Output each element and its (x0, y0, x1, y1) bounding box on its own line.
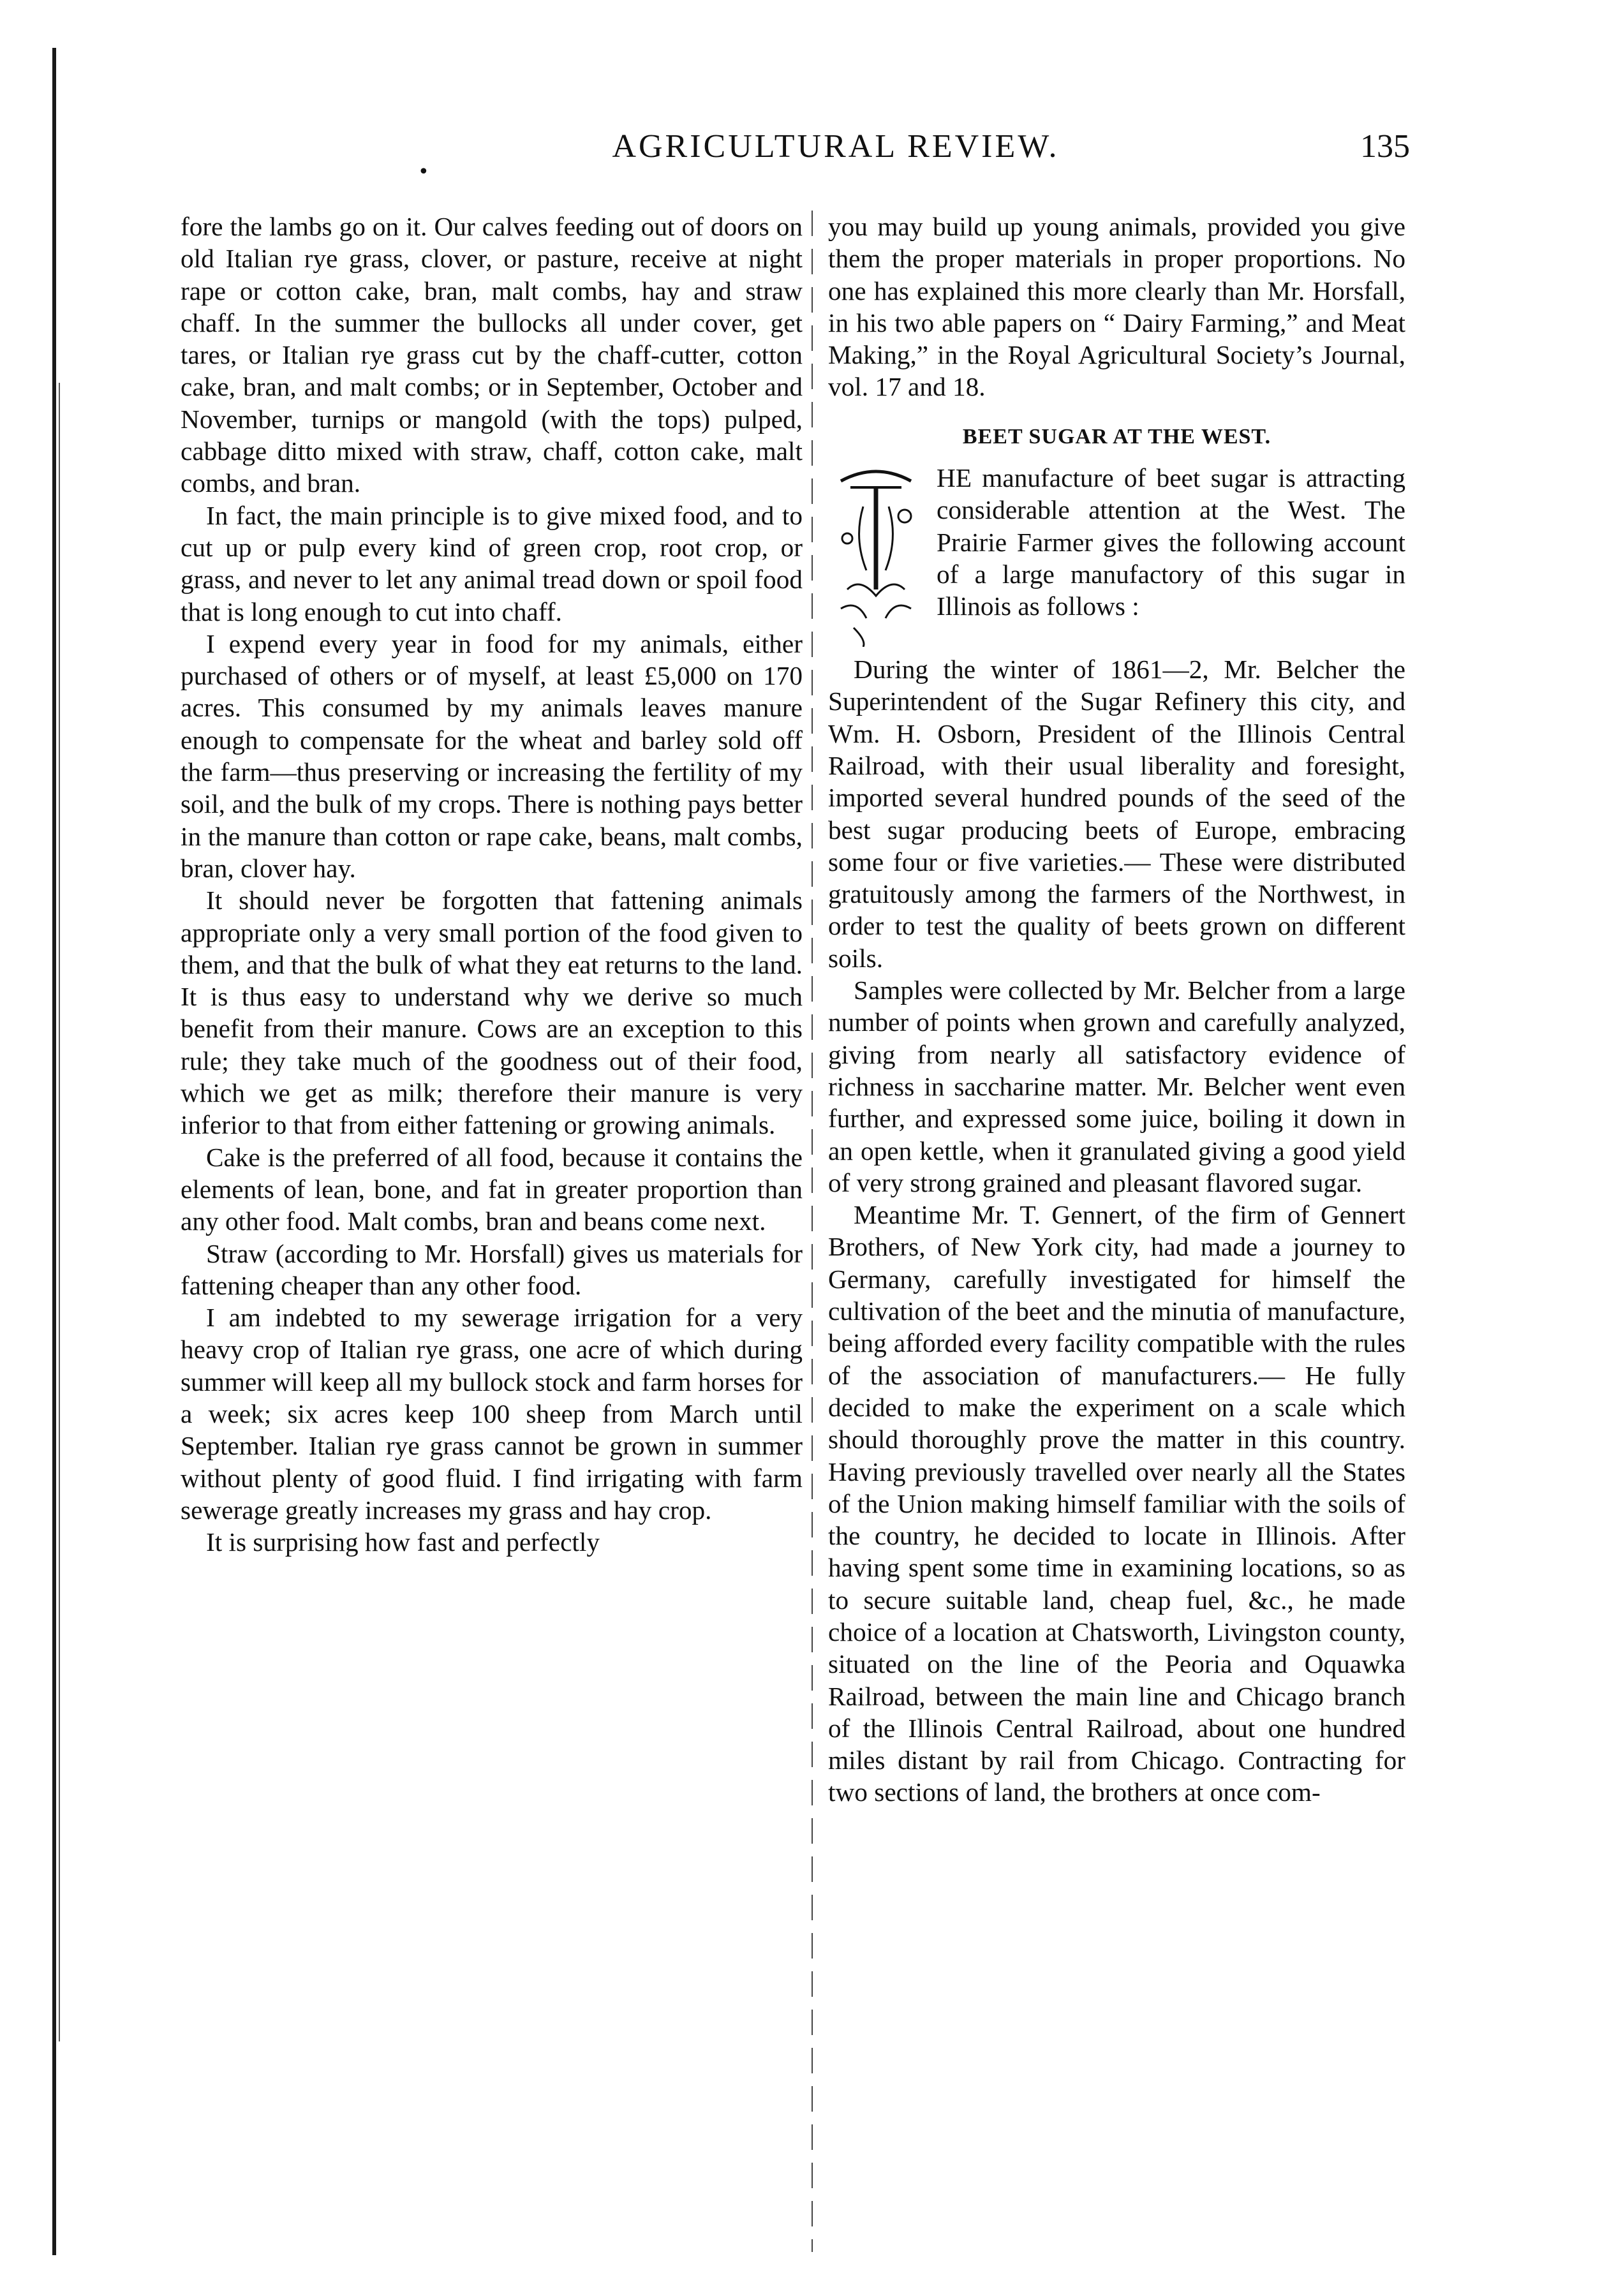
right-paragraph-2: Samples were collected by Mr. Belcher from a large number of points when grown and carefully analyzed, giving from nearly all satisfactory evidence of richness in saccharine matter. Mr. Belcher went even further, and expressed some juice, boiling it down in an open kettle, when it granulated giving a good yield of very strong grained and pleasant flavored sugar. (828, 975, 1405, 1197)
column-divider (812, 211, 813, 2252)
left-paragraph-1: fore the lambs go on it. Our calves feeding out of doors on old Italian rye grass, clover, or pasture, receive at night rape or cotton cake, bran, malt combs, hay and straw chaff. In the summer the bullocks all under cover, get tares, or Italian rye grass cut by the chaff-cutter, cotton cake, bran, and malt combs; or in September, October and November, turnips or mangold (with the tops) pulped, cabbage ditto mixed with straw, chaff, cotton cake, malt combs, and bran. (181, 212, 803, 498)
left-paragraph-4: It should never be forgotten that fattening animals appropriate only a very small portion of the food given to them, and that the bulk of what they eat returns to the land. It is thus easy to understand why we derive so much benefit from their manure. Cows are an exception to this rule; they take much of the goodness out of their food, which we get as milk; therefore their manure is very inferior to that from either fattening or growing animals. (181, 885, 803, 1140)
binding-edge-rule (52, 48, 56, 2255)
running-header (0, 128, 1616, 183)
header-ornament: • (418, 161, 429, 183)
page-number: 135 (1360, 128, 1410, 165)
left-paragraph-8: It is surprising how fast and perfectly (206, 1527, 600, 1557)
right-column (828, 211, 1405, 1809)
left-paragraph-7: I am indebted to my sewerage irrigation for a very heavy crop of Italian rye grass, one acre of which during summer will keep all my bullock stock and farm horses for a week; six acres keep 100 sheep from March until September. Italian rye grass cannot be grown in summer without plenty of good fluid. I find irrigating with farm sewerage greatly increases my grass and hay crop. (181, 1303, 803, 1525)
left-paragraph-5: Cake is the preferred of all food, because it contains the elements of lean, bone, and fat in greater proportion than any other food. Malt combs, bran and beans come next. (181, 1142, 803, 1236)
right-paragraph-1: During the winter of 1861—2, Mr. Belcher the Superintendent of the Sugar Refinery this city, and Wm. H. Osborn, President of the Illinois Central Railroad, with their usual liberality and foresight, imported several hundred pounds of the seed of the best sugar producing beets of Europe, embracing some four or five varieties.— These were distributed gratuitously among the farmers of the Northwest, in order to test the quality of beets grown on different soils. (828, 655, 1405, 973)
right-paragraph-3: Meantime Mr. T. Gennert, of the firm of Gennert Brothers, of New York city, had made a journey to Germany, carefully investigated for himself the cultivation of the beet and the minutia of manufacture, being afforded every facility compatible with the rules of the association of manufacturers.— He fully decided to make the experiment on a scale which should thoroughly prove the matter in this country. Having previously travelled over nearly all the States of the Union making himself familiar with the soils of the country, he decided to locate in Illinois. After having spent some time in examining locations, so as to secure suitable land, cheap fuel, &c., he made choice of a location at Chatsworth, Livingston county, situated on the line of the Peoria and Oquawka Railroad, between the main line and Chicago branch of the Illinois Central Railroad, about one hundred miles distant by rail from Chicago. Contracting for two sections of land, the brothers at once com- (828, 1200, 1405, 1807)
dropcap-paragraph: HE manufacture of beet sugar is attracting considerable attention at the West. The Prairie Farmer gives the following account of a large manufactory of this sugar in Illinois as follows : (937, 463, 1405, 621)
left-column (181, 211, 803, 1558)
binding-edge-shadow (59, 383, 60, 2041)
left-paragraph-6: Straw (according to Mr. Horsfall) gives us materials for fattening cheaper than any other food. (181, 1238, 803, 1300)
ornamental-dropcap-icon (828, 462, 924, 647)
journal-title: AGRICULTURAL REVIEW. (612, 128, 1060, 165)
dropcap-block (828, 462, 1405, 653)
section-heading: BEET SUGAR AT THE WEST. (962, 424, 1271, 448)
right-intro-paragraph: you may build up young animals, provided you give them the proper materials in proper proportions. No one has explained this more clearly than Mr. Horsfall, in his two able papers on “ Dairy Farming,” and Meat Making,” in the Royal Agricultural Society’s Journal, vol. 17 and 18. (828, 212, 1405, 402)
left-paragraph-3: I expend every year in food for my animals, either purchased of others or of myself, at least £5,000 on 170 acres. This consumed by my animals leaves manure enough to compensate for the wheat and barley sold off the farm—thus preserving or increasing the fertility of my soil, and the bulk of my crops. There is nothing pays better in the manure than cotton or rape cake, beans, malt combs, bran, clover hay. (181, 628, 803, 883)
left-paragraph-2: In fact, the main principle is to give mixed food, and to cut up or pulp every kind of green crop, root crop, or grass, and never to let any animal tread down or spoil food that is long enough to cut into chaff. (181, 500, 803, 626)
